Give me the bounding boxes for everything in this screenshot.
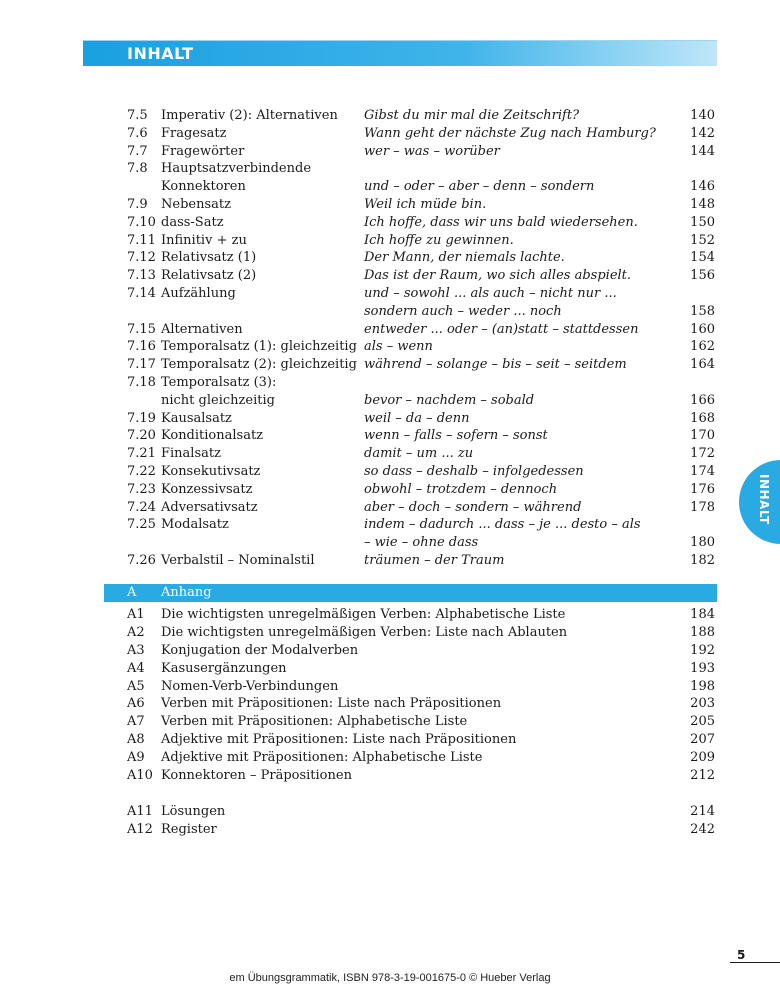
toc-num: 7.26 <box>127 552 156 568</box>
toc-num: 7.18 <box>127 374 156 390</box>
toc-page: 156 <box>690 268 715 284</box>
toc-page: 174 <box>690 463 715 479</box>
toc-row <box>127 516 717 534</box>
toc-title: Register <box>161 821 217 837</box>
toc-example: Gibst du mir mal die Zeitschrift? <box>364 108 580 123</box>
toc-title: Konnektoren – Präpositionen <box>161 768 352 784</box>
toc-title: Modalsatz <box>161 517 229 533</box>
toc-list <box>127 107 717 570</box>
toc-example: bevor – nachdem – sobald <box>364 392 535 408</box>
toc-page: 172 <box>690 446 715 462</box>
toc-num: A9 <box>127 750 145 766</box>
page-number: 5 <box>737 948 746 962</box>
toc-num: 7.16 <box>127 339 156 355</box>
toc-page: 142 <box>690 125 715 141</box>
toc-row <box>127 695 717 713</box>
toc-example: aber – doch – sondern – während <box>364 499 582 515</box>
toc-page: 150 <box>690 214 715 230</box>
appendix-section-bar <box>104 584 717 602</box>
toc-num: 7.21 <box>127 446 156 462</box>
toc-title: dass-Satz <box>161 214 224 230</box>
toc-example: damit – um ... zu <box>364 446 474 462</box>
toc-title: Lösungen <box>161 803 226 819</box>
toc-page: 242 <box>690 821 715 837</box>
toc-row <box>127 678 717 696</box>
toc-page: 209 <box>690 750 715 766</box>
toc-page: 144 <box>690 143 715 159</box>
toc-example: – wie – ohne dass <box>364 535 479 551</box>
toc-example: wer – was – worüber <box>364 143 500 159</box>
toc-example: indem – dadurch ... dass – je ... desto – als <box>364 517 641 533</box>
toc-title: Temporalsatz (1): gleichzeitig <box>161 339 357 355</box>
toc-row <box>127 534 717 552</box>
toc-row <box>127 214 717 232</box>
toc-title: Temporalsatz (2): gleichzeitig <box>161 357 357 373</box>
toc-row <box>127 427 717 445</box>
toc-example: weil – da – denn <box>364 410 470 426</box>
toc-num: 7.25 <box>127 517 156 533</box>
toc-row <box>127 125 717 143</box>
toc-num: A12 <box>127 821 153 837</box>
toc-page: 203 <box>690 696 715 712</box>
toc-title: Relativsatz (2) <box>161 268 257 284</box>
toc-title: Konsekutivsatz <box>161 463 261 479</box>
toc-row <box>127 107 717 125</box>
toc-row <box>127 178 717 196</box>
toc-num: A4 <box>127 660 145 676</box>
toc-row <box>127 356 717 374</box>
toc-page: 152 <box>690 232 715 248</box>
toc-title: Konjugation der Modalverben <box>161 642 359 658</box>
toc-row <box>127 642 717 660</box>
toc-example: sondern auch – weder ... noch <box>364 303 562 319</box>
toc-title: Nebensatz <box>161 196 231 212</box>
toc-page: 170 <box>690 428 715 444</box>
toc-num: A5 <box>127 678 145 694</box>
toc-row <box>127 803 717 821</box>
page-number-rule <box>730 962 780 963</box>
toc-title: Konzessivsatz <box>161 481 253 497</box>
toc-row <box>127 321 717 339</box>
toc-row <box>127 374 717 392</box>
toc-num: 7.13 <box>127 268 156 284</box>
header-bar <box>83 40 717 66</box>
toc-page: 192 <box>690 642 715 658</box>
toc-title: Hauptsatzverbindende <box>161 161 312 177</box>
toc-title: Verbalstil – Nominalstil <box>161 552 315 568</box>
toc-row <box>127 285 717 303</box>
toc-example: als – wenn <box>364 339 433 355</box>
toc-num: 7.10 <box>127 214 156 230</box>
toc-page: 140 <box>690 108 715 123</box>
toc-num: A1 <box>127 607 145 622</box>
toc-example: und – oder – aber – denn – sondern <box>364 179 595 195</box>
toc-title: Die wichtigsten unregelmäßigen Verben: Alphabetische Liste <box>161 607 566 622</box>
toc-page: 205 <box>690 714 715 730</box>
toc-row <box>127 749 717 767</box>
side-tab-label: INHALT <box>757 474 771 525</box>
toc-num: 7.22 <box>127 463 156 479</box>
toc-row <box>127 303 717 321</box>
toc-num: 7.20 <box>127 428 156 444</box>
toc-example: wenn – falls – sofern – sonst <box>364 428 548 444</box>
footer-copyright: em Übungsgrammatik, ISBN 978-3-19-001675-0 © Hueber Verlag <box>229 972 551 984</box>
toc-title: Adjektive mit Präpositionen: Alphabetische Liste <box>161 750 483 766</box>
toc-page: 184 <box>690 607 715 622</box>
toc-page: 198 <box>690 678 715 694</box>
toc-num: 7.12 <box>127 250 156 266</box>
toc-num: A2 <box>127 624 145 640</box>
toc-example: entweder ... oder – (an)statt – stattdessen <box>364 321 639 337</box>
toc-num: 7.9 <box>127 196 148 212</box>
toc-title: Fragewörter <box>161 143 245 159</box>
toc-title: Adjektive mit Präpositionen: Liste nach Präpositionen <box>161 732 517 748</box>
toc-title: Temporalsatz (3): <box>161 374 277 390</box>
toc-example: Ich hoffe, dass wir uns bald wiedersehen. <box>364 214 638 230</box>
toc-page: 154 <box>690 250 715 266</box>
toc-page: 158 <box>690 303 715 319</box>
toc-page: 193 <box>690 660 715 676</box>
toc-title: Infinitiv + zu <box>161 232 247 248</box>
toc-title: Konditionalsatz <box>161 428 264 444</box>
toc-row <box>127 410 717 428</box>
toc-title: Alternativen <box>161 321 243 337</box>
toc-page: 207 <box>690 732 715 748</box>
toc-row <box>127 196 717 214</box>
toc-page: 178 <box>690 499 715 515</box>
toc-title: Finalsatz <box>161 446 221 462</box>
toc-page: 168 <box>690 410 715 426</box>
toc-row <box>127 821 717 839</box>
toc-num: 7.7 <box>127 143 148 159</box>
toc-example: während – solange – bis – seit – seitdem <box>364 357 627 373</box>
toc-row <box>127 624 717 642</box>
toc-num: A6 <box>127 696 145 712</box>
toc-example: träumen – der Traum <box>364 552 505 568</box>
toc-row <box>127 606 717 624</box>
appendix-section-name: Anhang <box>161 585 212 600</box>
toc-row <box>127 338 717 356</box>
toc-num: 7.11 <box>127 232 156 248</box>
toc-num: A10 <box>127 768 153 784</box>
toc-num: A7 <box>127 714 145 730</box>
toc-title: Aufzählung <box>161 285 236 301</box>
toc-num: 7.19 <box>127 410 156 426</box>
toc-example: obwohl – trotzdem – dennoch <box>364 481 558 497</box>
appendix-section-letter: A <box>127 585 137 600</box>
toc-title: nicht gleichzeitig <box>161 392 275 408</box>
toc-num: A11 <box>127 803 153 819</box>
toc-title: Adversativsatz <box>161 499 258 515</box>
toc-title: Verben mit Präpositionen: Liste nach Präpositionen <box>161 696 502 712</box>
toc-row <box>127 660 717 678</box>
toc-row <box>127 267 717 285</box>
toc-title: Imperativ (2): Alternativen <box>161 108 338 123</box>
toc-num: 7.14 <box>127 285 156 301</box>
toc-row <box>127 785 717 803</box>
toc-row <box>127 463 717 481</box>
toc-example: so dass – deshalb – infolgedessen <box>364 463 584 479</box>
toc-title: Nomen-Verb-Verbindungen <box>161 678 339 694</box>
toc-num: 7.15 <box>127 321 156 337</box>
toc-num: 7.6 <box>127 125 148 141</box>
toc-row <box>127 445 717 463</box>
toc-num: 7.5 <box>127 108 148 123</box>
toc-title: Konnektoren <box>161 179 246 195</box>
toc-example: Das ist der Raum, wo sich alles abspielt. <box>364 268 632 284</box>
toc-title: Die wichtigsten unregelmäßigen Verben: Liste nach Ablauten <box>161 624 568 640</box>
page-title: INHALT <box>127 44 194 63</box>
toc-page: 182 <box>690 552 715 568</box>
toc-row <box>127 143 717 161</box>
toc-example: Der Mann, der niemals lachte. <box>364 250 565 266</box>
toc-example: und – sowohl ... als auch – nicht nur ... <box>364 285 617 301</box>
toc-row <box>127 767 717 785</box>
side-tab[interactable] <box>739 460 780 544</box>
toc-title: Verben mit Präpositionen: Alphabetische Liste <box>161 714 468 730</box>
toc-title: Relativsatz (1) <box>161 250 257 266</box>
toc-page: 188 <box>690 624 715 640</box>
toc-page: 212 <box>690 768 715 784</box>
toc-page: 180 <box>690 535 715 551</box>
toc-page: 148 <box>690 196 715 212</box>
toc-example: Wann geht der nächste Zug nach Hamburg? <box>364 125 656 141</box>
toc-page: 146 <box>690 179 715 195</box>
toc-row <box>127 499 717 517</box>
appendix-list <box>127 606 717 839</box>
toc-row <box>127 481 717 499</box>
toc-num: A8 <box>127 732 145 748</box>
toc-row <box>127 249 717 267</box>
toc-page: 166 <box>690 392 715 408</box>
toc-row <box>127 160 717 178</box>
toc-title: Fragesatz <box>161 125 227 141</box>
toc-title: Kasusergänzungen <box>161 660 287 676</box>
toc-page: 164 <box>690 357 715 373</box>
toc-num: A3 <box>127 642 145 658</box>
toc-row <box>127 392 717 410</box>
toc-page: 162 <box>690 339 715 355</box>
toc-example: Ich hoffe zu gewinnen. <box>364 232 514 248</box>
toc-num: 7.17 <box>127 357 156 373</box>
toc-example: Weil ich müde bin. <box>364 196 487 212</box>
toc-row <box>127 713 717 731</box>
toc-row <box>127 731 717 749</box>
toc-row <box>127 552 717 570</box>
toc-num: 7.8 <box>127 161 148 177</box>
toc-num: 7.23 <box>127 481 156 497</box>
toc-num: 7.24 <box>127 499 156 515</box>
toc-page: 214 <box>690 803 715 819</box>
toc-page: 160 <box>690 321 715 337</box>
toc-title: Kausalsatz <box>161 410 232 426</box>
toc-page: 176 <box>690 481 715 497</box>
toc-row <box>127 232 717 250</box>
